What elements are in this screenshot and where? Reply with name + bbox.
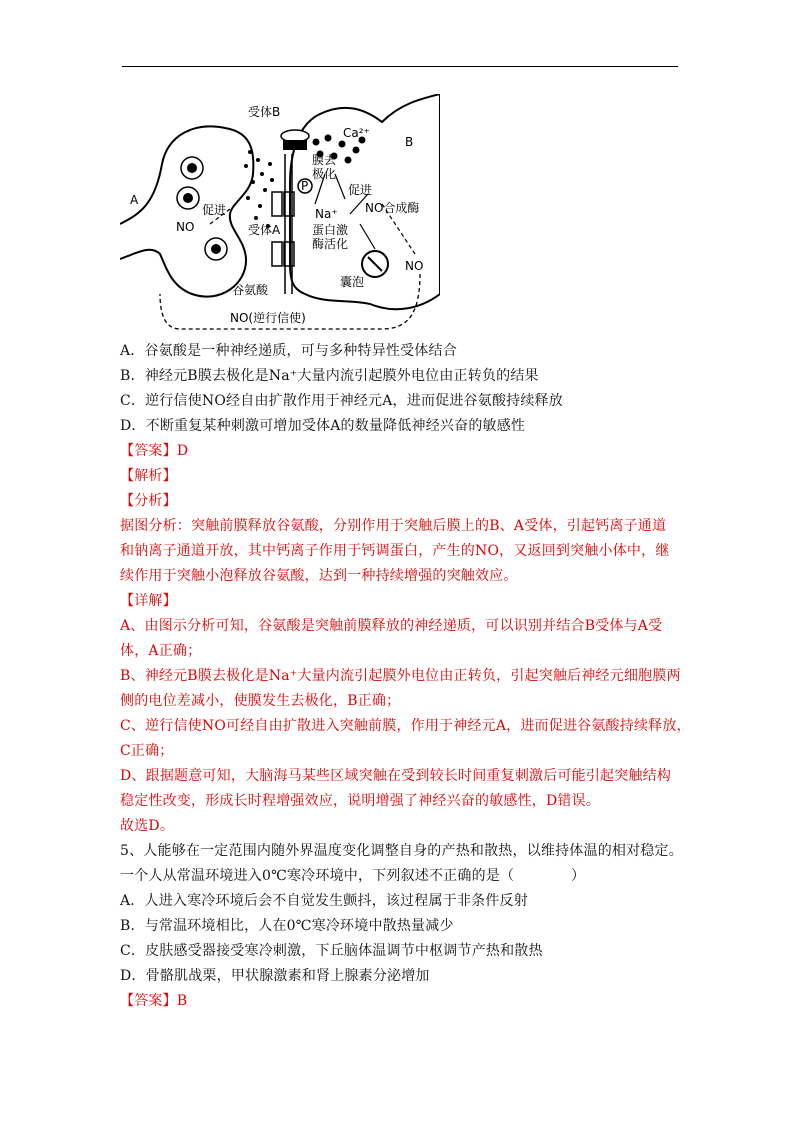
label-no-2: NO <box>405 259 424 273</box>
label-depolarize-1: 膜去 <box>312 153 337 167</box>
label-na: Na⁺ <box>315 207 338 221</box>
label-vesicle: 囊泡 <box>340 275 365 289</box>
q4-explain-tag: 【解析】 <box>120 468 177 484</box>
label-promote-2: 促进 <box>202 203 227 217</box>
detail-line-6: C正确； <box>120 743 174 759</box>
detail-line-4: 侧的电位差减小，使膜发生去极化，B正确； <box>120 693 401 709</box>
neuron-a-outline <box>120 127 253 297</box>
label-retrograde: NO(逆行信使) <box>230 311 306 325</box>
q5-option-b: B．与常温环境相比，人在0℃寒冷环境中散热量减少 <box>120 918 454 934</box>
q5-option-c: C．皮肤感受器接受寒冷刺激，下丘脑体温调节中枢调节产热和散热 <box>120 943 543 959</box>
q4-option-b: B．神经元B膜去极化是Na⁺大量内流引起膜外电位由正转负的结果 <box>120 368 539 384</box>
label-depolarize-2: 极化 <box>312 167 337 181</box>
detail-line-2: 体，A正确； <box>120 643 202 659</box>
answer-value: B <box>176 993 188 1009</box>
label-a: A <box>130 193 139 207</box>
label-receptor-a: 受体A <box>248 223 281 237</box>
label-no-synthase: NO合成酶 <box>365 201 420 215</box>
detail-line-7: D、跟据题意可知，大脑海马某些区域突触在受到较长时间重复刺激后可能引起突触结构 <box>120 768 672 784</box>
label-protein-kinase-2: 酶活化 <box>312 237 349 251</box>
q5-stem-line-2: 一个人从常温环境进入0℃寒冷环境中，下列叙述不正确的是（ ） <box>120 868 586 884</box>
document-body <box>120 339 691 1014</box>
detail-line-1: A、由图示分析可知，谷氨酸是突触前膜释放的神经递质，可以识别并结合B受体与A受 <box>120 618 663 634</box>
q4-conclusion: 故选D。 <box>120 818 175 834</box>
label-p: P <box>301 179 309 193</box>
label-ca: Ca²⁺ <box>343 126 370 140</box>
label-b: B <box>405 135 414 149</box>
label-receptor-b: 受体B <box>248 105 281 119</box>
q5-stem-line-1: 5、人能够在一定范围内随外界温度变化调整自身的产热和散热，以维持体温的相对稳定。 <box>120 843 683 859</box>
q4-answer <box>120 439 680 464</box>
q4-analysis-tag: 【分析】 <box>120 493 177 509</box>
analysis-line-1: 据图分析：突触前膜释放谷氨酸，分别作用于突触后膜上的B、A受体，引起钙离子通道 <box>120 518 667 534</box>
q5-option-a: A．人进入寒冷环境后会不自觉发生颤抖，该过程属于非条件反射 <box>120 893 528 909</box>
detail-line-8: 稳定性改变，形成长时程增强效应，说明增强了神经兴奋的敏感性，D错误。 <box>120 793 601 809</box>
label-glutamate: 谷氨酸 <box>232 283 269 297</box>
q4-detail-tag: 【详解】 <box>120 593 177 609</box>
q5-option-d: D．骨骼肌战栗，甲状腺激素和肾上腺素分泌增加 <box>120 968 430 984</box>
analysis-line-2: 和钠离子通道开放，其中钙离子作用于钙调蛋白，产生的NO，又返回到突触小体中，继 <box>120 543 670 559</box>
q4-option-d: D．不断重复某种刺激可增加受体A的数量降低神经兴奋的敏感性 <box>120 418 526 434</box>
label-no-1: NO <box>176 220 195 234</box>
q4-option-a: A．谷氨酸是一种神经递质，可与多种特异性受体结合 <box>120 343 457 359</box>
detail-line-5: C、逆行信使NO可经自由扩散进入突触前膜，作用于神经元A，进而促进谷氨酸持续释放， <box>120 718 691 734</box>
label-promote-1: 促进 <box>348 183 373 197</box>
label-protein-kinase-1: 蛋白激 <box>312 223 349 237</box>
answer-value: D <box>176 443 189 459</box>
q4-option-c: C．逆行信使NO经自由扩散作用于神经元A，进而促进谷氨酸持续释放 <box>120 393 563 409</box>
q5-answer <box>120 989 680 1014</box>
answer-tag: 【答案】 <box>120 993 177 1009</box>
analysis-line-3: 续作用于突触小泡释放谷氨酸，达到一种持续增强的突触效应。 <box>120 568 518 584</box>
synapse-diagram <box>120 94 440 334</box>
detail-line-3: B、神经元B膜去极化是Na⁺大量内流引起膜外电位由正转负，引起突触后神经元细胞膜两 <box>120 668 681 684</box>
header-rule <box>122 66 678 67</box>
answer-tag: 【答案】 <box>120 443 177 459</box>
